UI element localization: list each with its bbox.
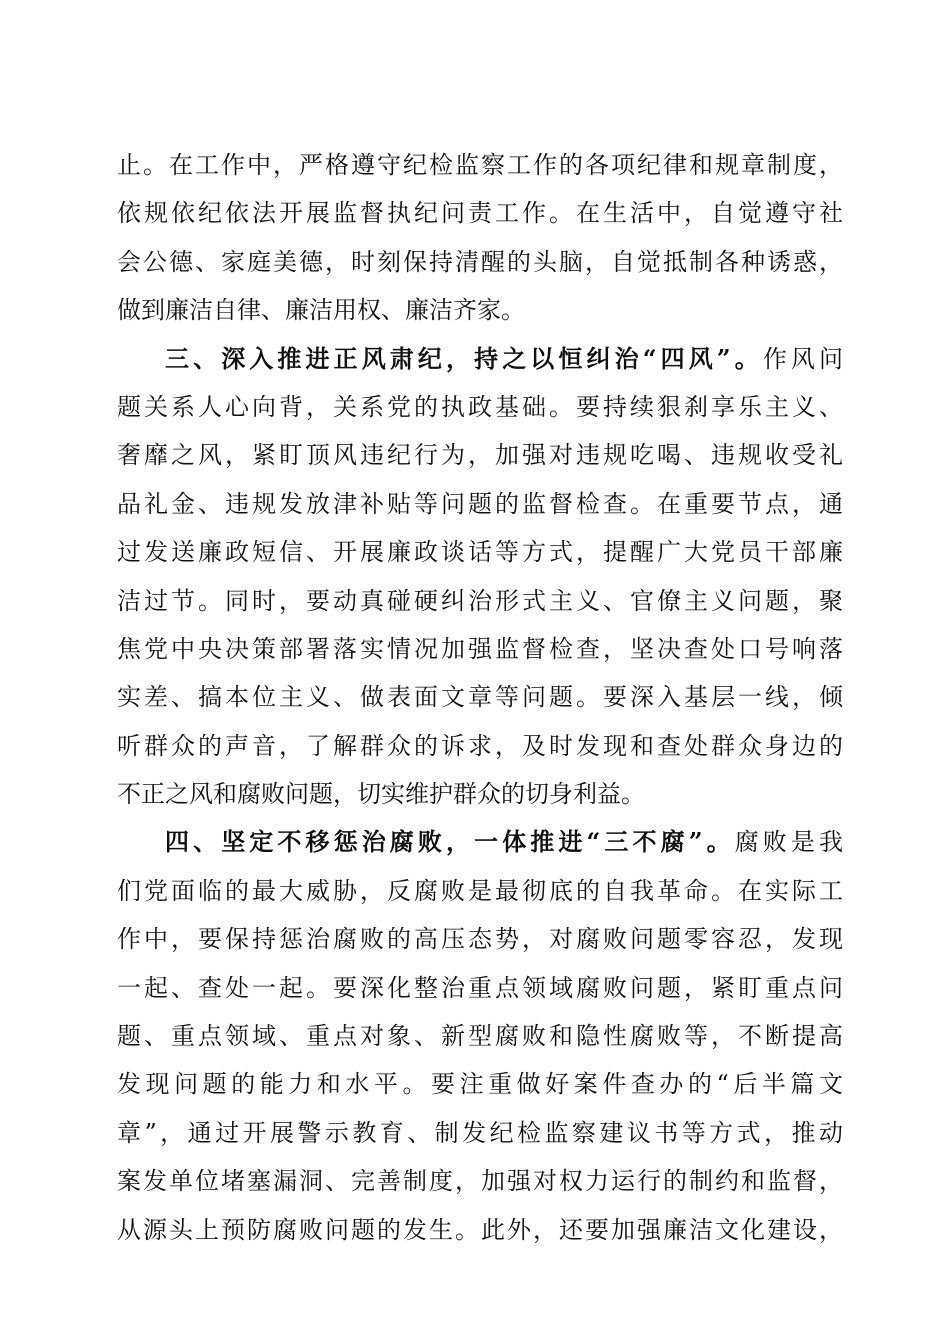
text-line: 案发单位堵塞漏洞、完善制度，加强对权力运行的制约和监督，	[117, 1167, 843, 1196]
text-line: 不正之风和腐败问题，切实维护群众的切身利益。	[117, 780, 645, 809]
text-line: 洁过节。同时，要动真碰硬纠治形式主义、官僚主义问题，聚	[117, 586, 843, 615]
text-line: 品礼金、违规发放津补贴等问题的监督检查。在重要节点，通	[117, 489, 843, 518]
text-line: 做到廉洁自律、廉洁用权、廉洁齐家。	[117, 296, 525, 325]
paragraph-3	[117, 818, 843, 1254]
text-line: 听群众的声音，了解群众的诉求，及时发现和查处群众身边的	[117, 731, 843, 760]
section-heading-four: 四、坚定不移惩治腐败，一体推进“三不腐”。	[165, 827, 735, 857]
text-line: 作中，要保持惩治腐败的高压态势，对腐败问题零容忍，发现	[117, 925, 843, 954]
text-line: 们党面临的最大威胁，反腐败是最彻底的自我革命。在实际工	[117, 876, 843, 905]
text-line: 题关系人心向背，关系党的执政基础。要持续狠刹享乐主义、	[117, 392, 843, 421]
text-line: 章”，通过开展警示教育、制发纪检监察建议书等方式，推动	[117, 1118, 843, 1147]
text-line: 发现问题的能力和水平。要注重做好案件查办的“后半篇文	[117, 1070, 843, 1099]
text-line: 题、重点领域、重点对象、新型腐败和隐性腐败等，不断提高	[117, 1022, 843, 1051]
document-body	[117, 141, 843, 1254]
text-run: 腐败是我	[734, 828, 843, 857]
text-line: 过发送廉政短信、开展廉政谈话等方式，提醒广大党员干部廉	[117, 538, 843, 567]
text-line: 从源头上预防腐败问题的发生。此外，还要加强廉洁文化建设，	[117, 1215, 843, 1244]
text-line	[117, 335, 843, 383]
paragraph-2	[117, 335, 843, 819]
text-run: 作风问	[762, 344, 843, 373]
paragraph-1	[117, 141, 843, 335]
text-line: 止。在工作中，严格遵守纪检监察工作的各项纪律和规章制度，	[117, 151, 843, 179]
section-heading-three: 三、深入推进正风肃纪，持之以恒纠治“四风”。	[165, 343, 763, 373]
text-line: 奢靡之风，紧盯顶风违纪行为，加强对违规吃喝、违规收受礼	[117, 441, 843, 470]
text-line: 依规依纪依法开展监督执纪问责工作。在生活中，自觉遵守社	[117, 199, 843, 228]
text-line	[117, 818, 843, 866]
text-line: 一起、查处一起。要深化整治重点领域腐败问题，紧盯重点问	[117, 973, 843, 1002]
text-line: 实差、搞本位主义、做表面文章等问题。要深入基层一线，倾	[117, 683, 843, 712]
text-line: 会公德、家庭美德，时刻保持清醒的头脑，自觉抵制各种诱惑，	[117, 247, 843, 276]
text-line: 焦党中央决策部署落实情况加强监督检查，坚决查处口号响落	[117, 634, 843, 663]
